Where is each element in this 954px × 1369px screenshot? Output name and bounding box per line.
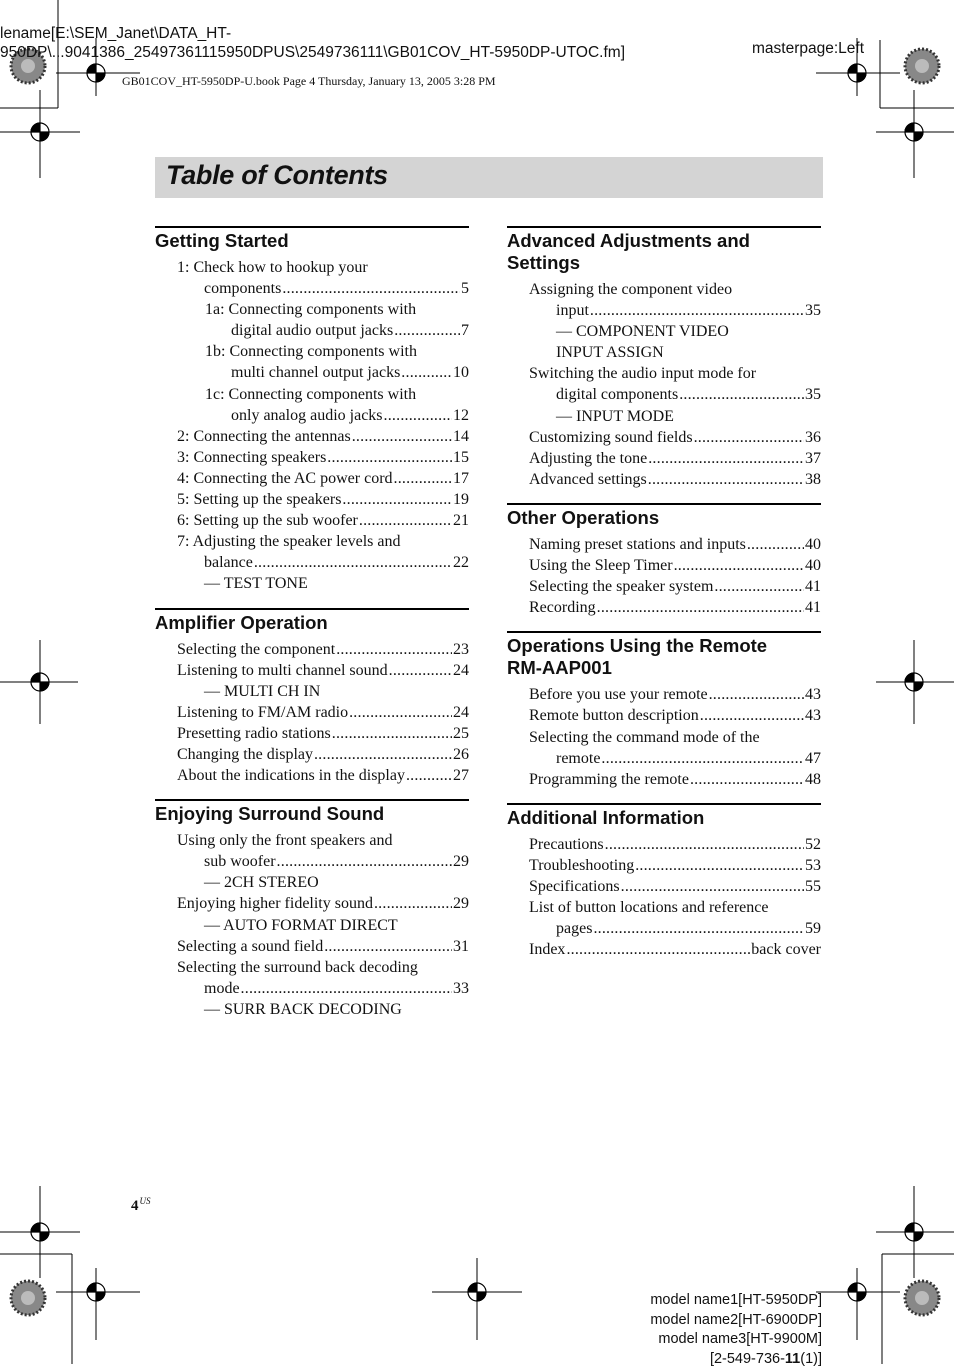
toc-entry[interactable]: 2: Connecting the antennas ..... 14: [177, 426, 469, 447]
file-path-header: [0, 24, 640, 62]
toc-entry[interactable]: Changing the display ..... 26: [177, 744, 469, 765]
page-number: 35: [805, 300, 821, 321]
page-number: 31: [453, 936, 469, 957]
section-getting-started: [155, 226, 469, 595]
section-heading-line-1: Operations Using the Remote: [507, 635, 821, 657]
page-number: 41: [805, 576, 821, 597]
section-heading: Amplifier Operation: [155, 608, 469, 634]
section-heading: Additional Information: [507, 803, 821, 829]
page-number: 22: [453, 552, 469, 573]
toc-entry-note: — MULTI CH IN: [204, 681, 469, 702]
page-number: 47: [805, 748, 821, 769]
leader-dots: [314, 744, 452, 765]
toc-entry[interactable]: Selecting the component ..... 23: [177, 639, 469, 660]
leader-dots: [282, 278, 460, 299]
page-number: 40: [805, 534, 821, 555]
toc-entry[interactable]: remote ..... 47: [556, 748, 821, 769]
section-amplifier-operation: [155, 608, 469, 787]
toc-entry-note: — TEST TONE: [204, 573, 469, 594]
toc-entry-line: Switching the audio input mode for: [529, 363, 821, 384]
page-number-value: 4: [131, 1198, 139, 1214]
toc-entry[interactable]: 6: Setting up the sub woofer ..... 21: [177, 510, 469, 531]
page-number: 24: [453, 660, 469, 681]
page-number: 26: [453, 744, 469, 765]
leader-dots: [406, 765, 452, 786]
section-heading-line-2: RM-AAP001: [507, 657, 821, 679]
leader-dots: [254, 552, 452, 573]
leader-dots: [241, 978, 452, 999]
toc-entry[interactable]: Specifications ..... 55: [529, 876, 821, 897]
leader-dots: [349, 702, 452, 723]
section-additional-information: [507, 803, 821, 961]
page-number: 53: [805, 855, 821, 876]
leader-dots: [635, 855, 804, 876]
toc-entry[interactable]: Troubleshooting ..... 53: [529, 855, 821, 876]
toc-entry-note: INPUT ASSIGN: [556, 342, 821, 363]
page-number: 25: [453, 723, 469, 744]
file-path-line-1: lename[E:\SEM_Janet\DATA_HT-: [0, 24, 640, 43]
toc-entry-line: List of button locations and reference: [529, 897, 821, 918]
toc-entry-line: Using only the front speakers and: [177, 830, 469, 851]
page-number: 29: [453, 851, 469, 872]
toc-entry-line: 1a: Connecting components with: [205, 299, 469, 320]
toc-entry-line: Selecting the surround back decoding: [177, 957, 469, 978]
toc-entry[interactable]: pages ..... 59: [556, 918, 821, 939]
page-number: 10: [453, 362, 469, 383]
toc-entry[interactable]: Recording ..... 41: [529, 597, 821, 618]
model-name-1: model name1[HT-5950DP]: [560, 1291, 822, 1311]
leader-dots: [277, 851, 452, 872]
page-number: 52: [805, 834, 821, 855]
leader-dots: [714, 576, 804, 597]
model-name-2: model name2[HT-6900DP]: [560, 1311, 822, 1331]
leader-dots: [384, 405, 452, 426]
leader-dots: [327, 447, 452, 468]
part-number: [2-549-736-11(1)]: [560, 1350, 822, 1369]
toc-entry-note: — 2CH STEREO: [204, 872, 469, 893]
page-number: 29: [453, 893, 469, 914]
page-number: 43: [805, 684, 821, 705]
toc-entry[interactable]: mode ..... 33: [204, 978, 469, 999]
leader-dots: [342, 489, 452, 510]
section-heading: Getting Started: [155, 226, 469, 252]
section-enjoying-surround-sound: [155, 799, 469, 1020]
toc-entry-line: 7: Adjusting the speaker levels and: [177, 531, 469, 552]
toc-entry[interactable]: Listening to multi channel sound ..... 24: [177, 660, 469, 681]
toc-entry[interactable]: digital components ..... 35: [556, 384, 821, 405]
leader-dots: [605, 834, 804, 855]
toc-right-column: [507, 226, 821, 960]
toc-entry[interactable]: About the indications in the display ..... 27: [177, 765, 469, 786]
leader-dots: [709, 684, 804, 705]
model-names-block: [560, 1291, 822, 1369]
model-name-3: model name3[HT-9900M]: [560, 1330, 822, 1350]
toc-entry-note: — COMPONENT VIDEO: [556, 321, 821, 342]
toc-entry[interactable]: 3: Connecting speakers ..... 15: [177, 447, 469, 468]
leader-dots: [700, 705, 804, 726]
toc-entry[interactable]: Presetting radio stations ..... 25: [177, 723, 469, 744]
toc-entry[interactable]: Before you use your remote ..... 43: [529, 684, 821, 705]
toc-entry[interactable]: Remote button description ..... 43: [529, 705, 821, 726]
toc-entry[interactable]: only analog audio jacks ..... 12: [231, 405, 469, 426]
page-number: 27: [453, 765, 469, 786]
page-number: 5: [461, 278, 469, 299]
page-number: 14: [453, 426, 469, 447]
toc-entry-line: 1: Check how to hookup your: [177, 257, 469, 278]
title-bar: [155, 157, 823, 198]
toc-entry-line: 1b: Connecting components with: [205, 341, 469, 362]
section-heading-line-2: Settings: [507, 252, 821, 274]
section-heading: [507, 226, 821, 274]
toc-left-column: [155, 226, 469, 1020]
leader-dots: [747, 534, 804, 555]
leader-dots: [336, 639, 452, 660]
toc-entry[interactable]: Listening to FM/AM radio ..... 24: [177, 702, 469, 723]
toc-entry[interactable]: 5: Setting up the speakers ..... 19: [177, 489, 469, 510]
section-heading: [507, 631, 821, 679]
leader-dots: [394, 320, 460, 341]
leader-dots: [679, 384, 804, 405]
leader-dots: [324, 936, 452, 957]
toc-entry[interactable]: multi channel output jacks ..... 10: [231, 362, 469, 383]
page-number: 43: [805, 705, 821, 726]
page-number: 33: [453, 978, 469, 999]
leader-dots: [401, 362, 452, 383]
page-number: 35: [805, 384, 821, 405]
page-number: 23: [453, 639, 469, 660]
section-other-operations: [507, 503, 821, 618]
leader-dots: [648, 448, 804, 469]
toc-entry-note: — AUTO FORMAT DIRECT: [204, 915, 469, 936]
page-number: 24: [453, 702, 469, 723]
page-number: 37: [805, 448, 821, 469]
leader-dots: [674, 555, 804, 576]
leader-dots: [352, 426, 452, 447]
page-number: 48: [805, 769, 821, 790]
leader-dots: [601, 748, 804, 769]
toc-entry[interactable]: Adjusting the tone ..... 37: [529, 448, 821, 469]
toc-entry[interactable]: Customizing sound fields ..... 36: [529, 427, 821, 448]
page-number-suffix: US: [140, 1196, 151, 1206]
leader-dots: [374, 893, 452, 914]
toc-entry[interactable]: Naming preset stations and inputs ..... 40: [529, 534, 821, 555]
leader-dots: [359, 510, 452, 531]
section-heading: Other Operations: [507, 503, 821, 529]
page-number: 38: [805, 469, 821, 490]
page-number: back cover: [751, 939, 821, 960]
toc-entry[interactable]: Selecting the speaker system ..... 41: [529, 576, 821, 597]
toc-entry[interactable]: Precautions ..... 52: [529, 834, 821, 855]
section-advanced-adjustments: [507, 226, 821, 490]
leader-dots: [389, 660, 452, 681]
toc-entry-note: — SURR BACK DECODING: [204, 999, 469, 1020]
toc-entry[interactable]: sub woofer ..... 29: [204, 851, 469, 872]
toc-entry[interactable]: Advanced settings ..... 38: [529, 469, 821, 490]
leader-dots: [648, 469, 804, 490]
masterpage-label: masterpage:Left: [752, 40, 864, 58]
page-number-footer: [131, 1196, 151, 1215]
toc-entry[interactable]: Selecting a sound field ..... 31: [177, 936, 469, 957]
leader-dots: [590, 300, 804, 321]
toc-entry-note: — INPUT MODE: [556, 406, 821, 427]
toc-entry[interactable]: digital audio output jacks ..... 7: [231, 320, 469, 341]
toc-entry-line: Selecting the command mode of the: [529, 727, 821, 748]
page-number: 7: [461, 320, 469, 341]
section-heading: Enjoying Surround Sound: [155, 799, 469, 825]
page-number: 15: [453, 447, 469, 468]
page-number: 12: [453, 405, 469, 426]
page-number: 59: [805, 918, 821, 939]
page-number: 41: [805, 597, 821, 618]
page-number: 21: [453, 510, 469, 531]
page-number: 40: [805, 555, 821, 576]
page-number: 36: [805, 427, 821, 448]
leader-dots: [694, 427, 804, 448]
toc-entry[interactable]: components ..... 5: [204, 278, 469, 299]
toc-entry[interactable]: input ..... 35: [556, 300, 821, 321]
page-title: Table of Contents: [166, 160, 388, 191]
leader-dots: [621, 876, 804, 897]
section-heading-line-1: Advanced Adjustments and: [507, 230, 821, 252]
section-remote-operations: [507, 631, 821, 789]
book-info-line: GB01COV_HT-5950DP-U.book Page 4 Thursday, January 13, 2005 3:28 PM: [122, 74, 496, 89]
toc-entry-line: Assigning the component video: [529, 279, 821, 300]
toc-entry[interactable]: 4: Connecting the AC power cord ..... 17: [177, 468, 469, 489]
leader-dots: [593, 918, 804, 939]
leader-dots: [394, 468, 452, 489]
toc-entry[interactable]: Enjoying higher fidelity sound ..... 29: [177, 893, 469, 914]
leader-dots: [332, 723, 452, 744]
toc-entry[interactable]: Using the Sleep Timer ..... 40: [529, 555, 821, 576]
toc-entry[interactable]: balance ..... 22: [204, 552, 469, 573]
toc-entry-line: 1c: Connecting components with: [205, 384, 469, 405]
file-path-line-2: 950DP\...9041386_25497361115950DPUS\2549736111\GB01COV_HT-5950DP-UTOC.fm]: [0, 43, 640, 62]
page-number: 19: [453, 489, 469, 510]
toc-entry[interactable]: Index ..... back cover: [529, 939, 821, 960]
page-number: 17: [453, 468, 469, 489]
leader-dots: [690, 769, 804, 790]
leader-dots: [597, 597, 804, 618]
page-number: 55: [805, 876, 821, 897]
toc-entry[interactable]: Programming the remote ..... 48: [529, 769, 821, 790]
leader-dots: [566, 939, 750, 960]
